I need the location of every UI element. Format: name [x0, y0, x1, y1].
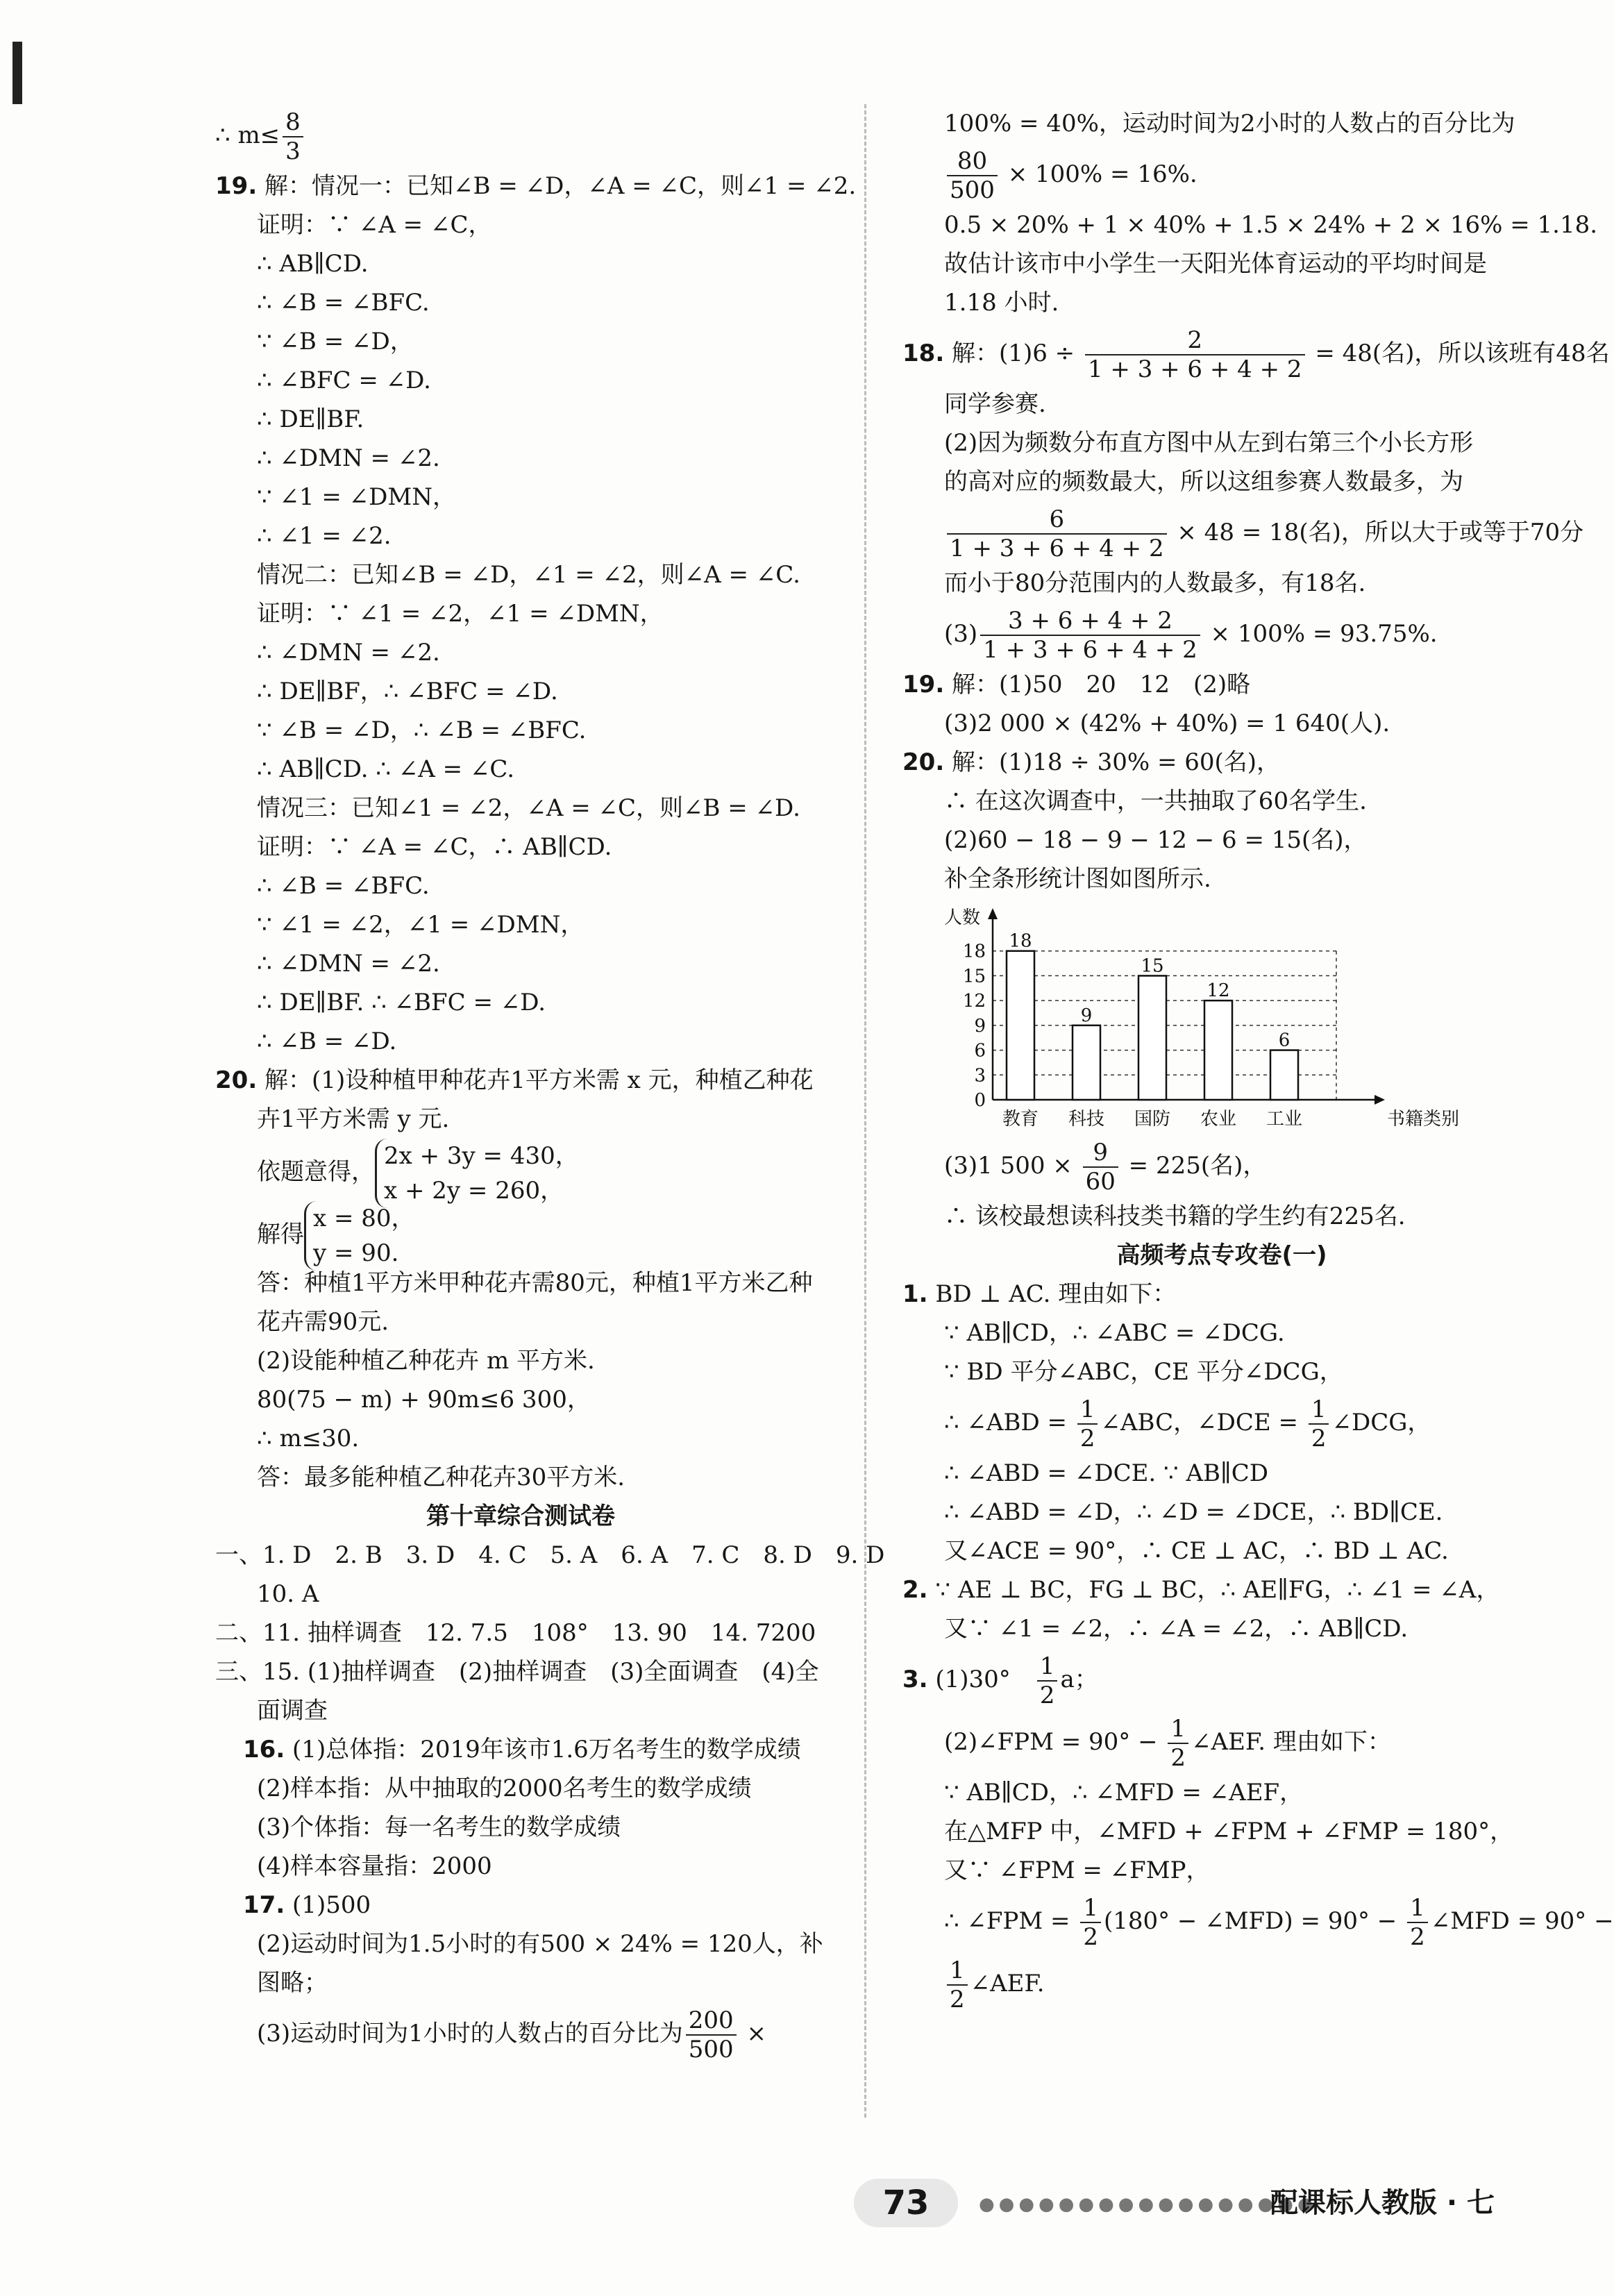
text-line [215, 944, 826, 983]
x-axis-arrow [1375, 1095, 1385, 1105]
line-text-after: × [739, 2020, 766, 2047]
column-divider [864, 104, 866, 2118]
text-line [902, 603, 1541, 665]
line-text: (1)总体指：2019年该市1.6万名考生的数学成绩 [285, 1736, 801, 1763]
line-text: ∴ 在这次调查中，一共抽取了60名学生. [944, 787, 1367, 815]
line-text: ∴ ∠ABD = ∠D，∴ ∠D = ∠DCE，∴ BD∥CE. [944, 1498, 1443, 1526]
text-line [215, 866, 826, 905]
line-text: ∴ ∠ABD = [944, 1409, 1075, 1436]
line-text: ∴ ∠DMN = ∠2. [257, 950, 440, 978]
line-text: 二、11. 抽样调查 12. 7.5 108° 13. 90 14. 7200 [215, 1619, 816, 1647]
text-line [215, 1730, 826, 1769]
denominator: 500 [950, 176, 995, 204]
fraction [1168, 1715, 1188, 1772]
line-text: ∴ ∠FPM = [944, 1907, 1078, 1935]
numerator: 1 [1168, 1715, 1188, 1744]
text-line [902, 665, 1541, 704]
numerator: 1 [1309, 1396, 1329, 1425]
line-text-after: a； [1060, 1666, 1098, 1693]
line-text: 三、15. (1)抽样调查 (2)抽样调查 (3)全面调查 (4)全 [215, 1658, 819, 1686]
line-text: ∴ DE∥BF. [257, 405, 364, 433]
line-text-after: = 48(名)，所以该班有48名 [1307, 340, 1610, 367]
text-line [215, 1808, 826, 1847]
right-column [902, 104, 1614, 2015]
line-text: ∴ ∠B = ∠BFC. [257, 289, 430, 317]
line-text: 同学参赛. [944, 390, 1046, 418]
line-text: (2)设能种植乙种花卉 m 平方米. [257, 1347, 595, 1375]
x-category-label: 农业 [1200, 1109, 1237, 1130]
text-line [215, 789, 826, 828]
y-axis-title: 人数 [943, 907, 980, 928]
line-text: 证明：∵ ∠A = ∠C，∴ AB∥CD. [257, 833, 612, 861]
line-text: 图略； [257, 1969, 328, 1997]
line-text: 依题意得， [257, 1158, 375, 1186]
fraction [1085, 326, 1305, 383]
text-line [215, 594, 826, 633]
text-line [902, 322, 1610, 385]
text-line [902, 283, 1541, 322]
text-line [902, 564, 1541, 603]
line-text: 故估计该市中小学生一天阳光体育运动的平均时间是 [944, 250, 1487, 278]
equation: x + 2y = 260， [384, 1177, 564, 1205]
line-text: ∴ m≤ [215, 121, 280, 149]
line-text-after: (180° − ∠MFD) = 90° − [1103, 1907, 1405, 1935]
text-line [902, 1391, 1541, 1454]
text-line [902, 1134, 1541, 1197]
denominator: 1 + 3 + 6 + 4 + 2 [950, 535, 1164, 562]
text-line [902, 143, 1541, 206]
line-text: ∴ ∠DMN = ∠2. [257, 639, 440, 667]
numerator: 1 [1037, 1652, 1058, 1682]
denominator: 3 [285, 137, 301, 165]
fraction [947, 1956, 968, 2013]
text-line [215, 1380, 826, 1419]
text-line [902, 104, 1541, 143]
numerator: 1 [1407, 1894, 1428, 1923]
y-tick-label: 12 [962, 991, 986, 1012]
line-text: 又∵ ∠FPM = ∠FMP， [944, 1857, 1210, 1884]
text-line [902, 1570, 1541, 1609]
text-line [902, 385, 1541, 424]
denominator: 2 [1079, 1425, 1095, 1452]
text-line [215, 905, 826, 944]
numerator: 8 [283, 108, 303, 137]
equation: 2x + 3y = 430， [384, 1142, 579, 1170]
line-text: BD ⊥ AC. 理由如下： [927, 1280, 1177, 1308]
numerator: 6 [947, 505, 1167, 535]
text-line [902, 1812, 1541, 1851]
denominator: 2 [1311, 1425, 1327, 1452]
numerator: 200 [686, 2006, 737, 2036]
bar-value-label: 15 [1141, 955, 1164, 977]
line-text: 0.5 × 20% + 1 × 40% + 1.5 × 24% + 2 × 16% = 1.18. [944, 211, 1598, 239]
line-text: 100% = 40%，运动时间为2小时的人数占的百分比为 [944, 110, 1515, 137]
line-text: ∵ AE ⊥ BC，FG ⊥ BC，∴ AE∥FG，∴ ∠1 = ∠A， [927, 1576, 1500, 1604]
text-line [215, 983, 826, 1022]
denominator: 2 [1410, 1923, 1425, 1951]
line-text: (1)500 [285, 1891, 371, 1919]
item-number: 2. [902, 1576, 928, 1604]
line-text: (2)60 − 18 − 9 − 12 − 6 = 15(名)， [944, 826, 1368, 854]
text-line [215, 555, 826, 594]
text-line [215, 283, 826, 322]
line-text: (1)30° [927, 1666, 1034, 1693]
line-text-after: ∠DCG， [1331, 1409, 1431, 1436]
section-title: 高频考点专攻卷(一) [1116, 1241, 1327, 1269]
line-text: 情况三：已知∠1 = ∠2，∠A = ∠C，则∠B = ∠D. [257, 794, 800, 822]
text-line [215, 104, 826, 167]
text-line [902, 1609, 1541, 1648]
line-text: ∵ ∠B = ∠D， [257, 328, 414, 355]
bar-value-label: 9 [1080, 1005, 1093, 1026]
line-text: 又∠ACE = 90°，∴ CE ⊥ AC，∴ BD ⊥ AC. [944, 1537, 1449, 1565]
text-line [902, 206, 1598, 244]
text-line [215, 206, 826, 244]
item-number: 17. [243, 1891, 285, 1919]
line-text: ∴ ∠1 = ∠2. [257, 522, 392, 550]
line-text: ∵ AB∥CD，∴ ∠MFD = ∠AEF， [944, 1779, 1304, 1807]
numerator: 9 [1083, 1139, 1118, 1168]
text-line [215, 1536, 885, 1575]
text-line [902, 821, 1541, 860]
line-text: 1.18 小时. [944, 289, 1059, 317]
line-text: 补全条形统计图如图所示. [944, 865, 1211, 893]
x-category-label: 教育 [1002, 1109, 1039, 1130]
equation: y = 90. [313, 1239, 399, 1267]
text-line [902, 1352, 1541, 1391]
text-line [215, 1575, 826, 1614]
line-text: (4)样本容量指：2000 [257, 1852, 492, 1880]
item-number: 20. [902, 748, 945, 776]
page-number: 73 [854, 2179, 958, 2227]
line-text: 卉1平方米需 y 元. [257, 1105, 450, 1133]
text-line [215, 1061, 826, 1100]
line-text: ∴ m≤30. [257, 1425, 360, 1452]
bar [1007, 951, 1034, 1100]
line-text: ∴ ∠BFC = ∠D. [257, 367, 431, 394]
text-line [215, 167, 857, 206]
numerator: 1 [947, 1956, 968, 1986]
line-text: 证明：∵ ∠A = ∠C， [257, 211, 492, 239]
x-category-label: 工业 [1266, 1109, 1303, 1130]
line-text: (3) [944, 620, 978, 648]
text-line [902, 1493, 1541, 1532]
line-text: 解：(1)18 ÷ 30% = 60(名)， [944, 748, 1281, 776]
line-text: 证明：∵ ∠1 = ∠2，∠1 = ∠DMN， [257, 600, 664, 628]
text-line [215, 1614, 826, 1652]
bar-value-label: 6 [1278, 1030, 1291, 1051]
edition-label: 配课标人教版 · 七 [1270, 2187, 1495, 2219]
y-tick-label: 9 [974, 1015, 986, 1037]
numerator: 80 [947, 147, 998, 176]
numerator: 1 [1080, 1894, 1101, 1923]
text-line [902, 501, 1584, 564]
equation-system [375, 1139, 579, 1208]
x-category-label: 科技 [1068, 1109, 1105, 1130]
line-text: ∵ BD 平分∠ABC，CE 平分∠DCG， [944, 1358, 1343, 1386]
text-line [902, 1454, 1541, 1493]
line-text: ∴ ∠ABD = ∠DCE. ∵ AB∥CD [944, 1459, 1268, 1487]
numerator: 1 [1077, 1396, 1098, 1425]
item-number: 19. [215, 172, 258, 200]
text-line [215, 1691, 826, 1730]
text-line [215, 1100, 826, 1139]
section-title: 第十章综合测试卷 [426, 1502, 615, 1530]
line-text: 在△MFP 中，∠MFD + ∠FPM + ∠FMP = 180°， [944, 1818, 1514, 1845]
text-line [902, 1648, 1541, 1711]
line-text-after: × 48 = 18(名)，所以大于或等于70分 [1169, 519, 1584, 546]
line-text-after: ∠AEF. 理由如下： [1191, 1728, 1391, 1756]
line-text: 80(75 − m) + 90m≤6 300， [257, 1386, 591, 1414]
line-text: ∴ ∠B = ∠D. [257, 1028, 397, 1055]
line-text: 解：(1)50 20 12 (2)略 [944, 671, 1251, 698]
text-line [902, 1952, 1541, 2015]
fraction [283, 108, 303, 165]
line-text-after: ∠AEF. [970, 1970, 1045, 1997]
fraction [1080, 1894, 1101, 1951]
denominator: 2 [1170, 1744, 1186, 1772]
text-line [902, 1851, 1541, 1890]
text-line [902, 1314, 1541, 1352]
text-line [902, 1890, 1614, 1952]
item-number: 1. [902, 1280, 928, 1308]
left-column [215, 104, 885, 2065]
line-text: (2)运动时间为1.5小时的有500 × 24% = 120人，补 [257, 1930, 823, 1958]
text-line [215, 400, 826, 439]
text-line [902, 743, 1541, 782]
text-line [215, 1419, 826, 1458]
text-line [902, 782, 1541, 821]
text-line [902, 1711, 1541, 1773]
text-line [215, 1847, 826, 1886]
line-text: ∵ ∠1 = ∠DMN， [257, 483, 456, 511]
fraction [1407, 1894, 1428, 1951]
line-text: 解：(1)6 ÷ [944, 340, 1082, 367]
item-number: 20. [215, 1066, 258, 1094]
text-line [215, 1341, 826, 1380]
y-tick-label: 6 [974, 1040, 986, 1062]
text-line [902, 1197, 1541, 1236]
binding-spine-mark [12, 42, 22, 104]
line-text: (3)个体指：每一名考生的数学成绩 [257, 1813, 621, 1841]
denominator: 1 + 3 + 6 + 4 + 2 [1087, 355, 1302, 383]
fraction [1083, 1139, 1118, 1196]
footer-dots: ●●●●●●●●●●●●●●●●● [979, 2194, 1318, 2215]
denominator: 2 [950, 1986, 965, 2013]
text-line [902, 462, 1541, 501]
text-line [902, 1773, 1541, 1812]
bar-chart [944, 905, 1472, 1134]
line-text: 答：种植1平方米甲种花卉需80元，种植1平方米乙种 [257, 1269, 813, 1297]
text-line [215, 439, 826, 478]
line-text: 花卉需90元. [257, 1308, 389, 1336]
text-line [215, 1022, 826, 1061]
text-line [215, 361, 826, 400]
line-text: ∴ DE∥BF，∴ ∠BFC = ∠D. [257, 678, 558, 705]
fraction [947, 147, 998, 204]
bar-value-label: 12 [1207, 980, 1230, 1002]
text-line [215, 1652, 826, 1691]
x-category-label: 国防 [1134, 1109, 1171, 1130]
line-text: ∴ DE∥BF. ∴ ∠BFC = ∠D. [257, 989, 546, 1016]
text-line [215, 322, 826, 361]
line-text-after: ∠MFD = 90° − [1430, 1907, 1614, 1935]
denominator: 2 [1083, 1923, 1098, 1951]
line-text: (3)1 500 × [944, 1152, 1080, 1180]
text-line [215, 1925, 826, 1963]
bar [1138, 975, 1166, 1100]
line-text: (2)因为频数分布直方图中从左到右第三个小长方形 [944, 429, 1474, 457]
line-text: 的高对应的频数最大，所以这组参赛人数最多，为 [944, 468, 1463, 496]
line-text: 答：最多能种植乙种花卉30平方米. [257, 1464, 625, 1491]
text-line [215, 1201, 826, 1267]
line-text: ∵ AB∥CD，∴ ∠ABC = ∠DCG. [944, 1319, 1285, 1347]
text-line [215, 517, 826, 555]
text-line [215, 1302, 826, 1341]
fraction [686, 2006, 737, 2063]
text-line [902, 1275, 1541, 1314]
denominator: 500 [688, 2036, 734, 2063]
text-line [215, 633, 826, 672]
text-line [902, 244, 1541, 283]
fraction [1077, 1396, 1098, 1452]
line-text-after: × 100% = 93.75%. [1202, 620, 1438, 648]
fraction [947, 505, 1167, 562]
line-text: ∴ AB∥CD. ∴ ∠A = ∠C. [257, 755, 515, 783]
text-line [902, 424, 1541, 462]
text-line [215, 828, 826, 866]
bar [1204, 1000, 1232, 1100]
text-line [902, 1532, 1541, 1570]
text-line [215, 672, 826, 711]
line-text: ∴ AB∥CD. [257, 250, 369, 278]
y-tick-label: 0 [974, 1090, 986, 1111]
line-text-after: ∠ABC，∠DCE = [1100, 1409, 1306, 1436]
line-text: (2)∠FPM = 90° − [944, 1728, 1166, 1756]
line-text-after: × 100% = 16%. [1000, 160, 1197, 188]
line-text: ∴ ∠DMN = ∠2. [257, 444, 440, 472]
item-number: 18. [902, 340, 945, 367]
fraction [980, 607, 1200, 664]
line-text: 解：情况一：已知∠B = ∠D，∠A = ∠C，则∠1 = ∠2. [257, 172, 857, 200]
text-line [215, 1769, 826, 1808]
line-text-after: = 225(名)， [1120, 1152, 1267, 1180]
line-text: ∵ ∠B = ∠D，∴ ∠B = ∠BFC. [257, 717, 587, 744]
item-number: 19. [902, 671, 945, 698]
line-text: 解：(1)设种植甲种花卉1平方米需 x 元，种植乙种花 [257, 1066, 814, 1094]
text-line [902, 860, 1541, 898]
text-line [215, 1458, 826, 1497]
text-line [215, 478, 826, 517]
bar [1073, 1025, 1100, 1100]
equation: x = 80， [313, 1205, 415, 1232]
page-footer [819, 2173, 1574, 2236]
text-line [215, 1963, 826, 2002]
line-text: 而小于80分范围内的人数最多，有18名. [944, 569, 1366, 597]
text-line [215, 1139, 826, 1205]
line-text: ∴ ∠B = ∠BFC. [257, 872, 430, 900]
text-line [215, 711, 826, 750]
line-text: 又∵ ∠1 = ∠2，∴ ∠A = ∠2，∴ AB∥CD. [944, 1615, 1409, 1643]
numerator: 2 [1085, 326, 1305, 355]
line-text: 10. A [257, 1580, 319, 1608]
line-text: (2)样本指：从中抽取的2000名考生的数学成绩 [257, 1775, 752, 1802]
text-line [215, 1264, 826, 1302]
y-tick-label: 3 [974, 1065, 986, 1087]
y-tick-label: 18 [962, 941, 986, 962]
line-text: ∴ 该校最想读科技类书籍的学生约有225名. [944, 1203, 1406, 1230]
text-line [902, 704, 1541, 743]
x-axis-title: 书籍类别 [1386, 1109, 1460, 1130]
text-line [215, 2002, 826, 2065]
line-text: (3)2 000 × (42% + 40%) = 1 640(人). [944, 710, 1390, 737]
line-text: 一、1. D 2. B 3. D 4. C 5. A 6. A 7. C 8. D 9. D [215, 1541, 885, 1569]
text-line [215, 750, 826, 789]
denominator: 1 + 3 + 6 + 4 + 2 [983, 636, 1197, 664]
text-line [215, 244, 826, 283]
line-text: 面调查 [257, 1697, 328, 1725]
item-number: 3. [902, 1666, 928, 1693]
fraction [1309, 1396, 1329, 1452]
line-text: 情况二：已知∠B = ∠D，∠1 = ∠2，则∠A = ∠C. [257, 561, 800, 589]
numerator: 3 + 6 + 4 + 2 [980, 607, 1200, 636]
bar [1270, 1050, 1298, 1100]
line-text: ∵ ∠1 = ∠2，∠1 = ∠DMN， [257, 911, 585, 939]
line-text: 解得 [257, 1221, 304, 1248]
item-number: 16. [243, 1736, 285, 1763]
text-line [215, 1886, 826, 1925]
fraction [1037, 1652, 1058, 1709]
equation-system [304, 1201, 415, 1271]
bar-value-label: 18 [1009, 930, 1032, 952]
denominator: 2 [1039, 1682, 1055, 1709]
line-text: (3)运动时间为1小时的人数占的百分比为 [257, 2020, 683, 2047]
denominator: 60 [1085, 1168, 1116, 1196]
y-axis-arrow [988, 908, 998, 919]
y-tick-label: 15 [962, 966, 986, 987]
